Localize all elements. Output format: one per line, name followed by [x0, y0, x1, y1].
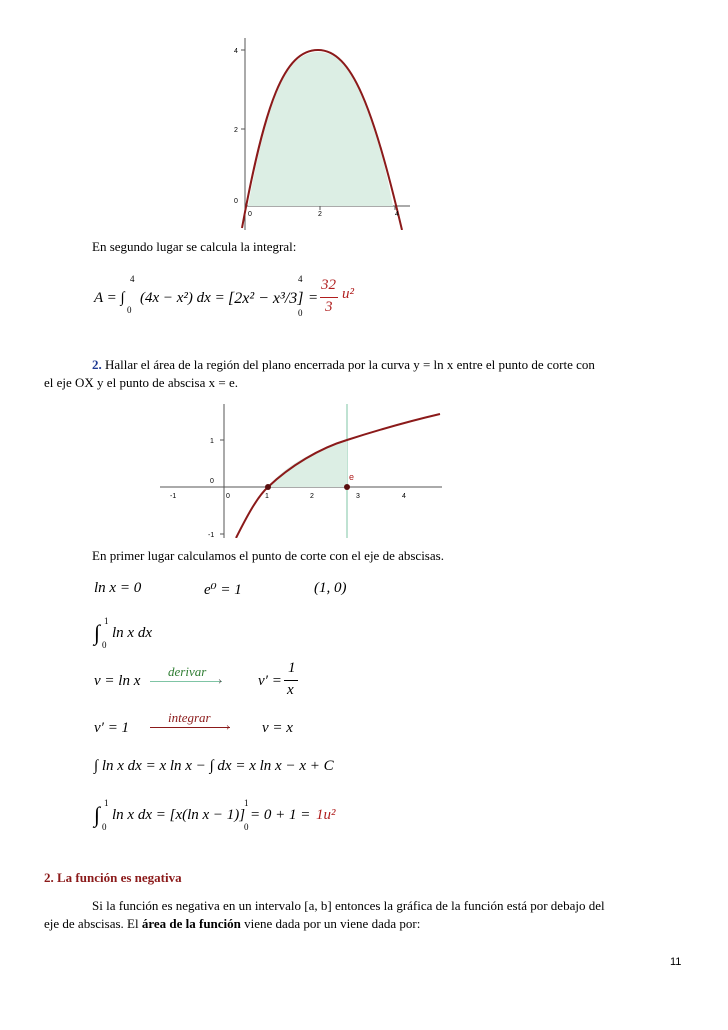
ln-graph — [160, 404, 445, 538]
integral-lower: 0 — [102, 640, 107, 650]
eq-ln-zero: ln x = 0 — [94, 580, 142, 596]
integral-sign-final: ∫ — [94, 802, 101, 827]
formula-equals: = — [308, 290, 319, 306]
formula-unit: u² — [342, 286, 354, 302]
intro-text-2: En primer lugar calculamos el punto de corte con el eje de abscisas. — [92, 548, 444, 563]
eq-vprime-num: 1 — [288, 660, 296, 676]
section-2-bold: área de la función — [141, 916, 241, 931]
x-tick-0: 0 — [226, 493, 230, 500]
page-number: 11 — [670, 956, 682, 968]
y-tick-minus-1: -1 — [208, 532, 215, 538]
x-tick-3: 3 — [356, 493, 360, 500]
section-2-text-a: eje de abscisas. El — [44, 916, 142, 931]
problem-2-line-2: el eje OX y el punto de abscisa x = e. — [44, 375, 238, 390]
derivar-label: derivar — [168, 664, 207, 679]
final-result: 1u² — [316, 807, 336, 823]
problem-2-text: Hallar el área de la región del plano encerrada por la curva y = ln x entre el punto de corte con — [105, 357, 595, 372]
eq-v-ln: v = ln x — [94, 673, 141, 689]
intro-text-1: En segundo lugar se calcula la integral: — [92, 239, 297, 254]
y-tick-1: 1 — [210, 438, 214, 445]
formula-integrand: (4x − x²) dx = — [140, 290, 225, 306]
final-lower: 0 — [102, 822, 107, 832]
y-tick-2: 2 — [234, 127, 238, 134]
e-label: e — [349, 472, 355, 482]
parabola-area — [248, 52, 393, 206]
derivar-arrow: derivar › — [150, 664, 230, 686]
section-2-text-b: viene dada por un viene dada por: — [240, 916, 421, 931]
point-1-0 — [265, 484, 271, 490]
ln-area — [268, 440, 347, 487]
formula-area-1 — [94, 272, 394, 322]
final-body: ln x dx = [x(ln x − 1)] — [112, 807, 246, 823]
integral-body: ln x dx — [112, 625, 152, 641]
y-tick-4: 4 — [234, 48, 238, 55]
final-upper: 1 — [104, 798, 109, 808]
eq-u: v′ = 1 — [94, 720, 130, 736]
eq-point: (1, 0) — [314, 580, 347, 596]
y-tick-0: 0 — [234, 198, 238, 205]
eq-parts: ∫ ln x dx = x ln x − ∫ dx = x ln x − x + C — [94, 758, 334, 774]
x-tick-4: 4 — [395, 211, 399, 218]
section-2-title: 2. La función es negativa — [44, 870, 182, 885]
formula-bracket: [2x² − x³/3] — [228, 290, 304, 307]
problem-2-line-1 — [92, 356, 692, 374]
point-e — [344, 484, 350, 490]
eq-vprime-den: x — [287, 682, 294, 698]
x-tick-minus-1: -1 — [170, 493, 177, 500]
formula-upper: 4 — [130, 274, 135, 284]
integrar-label: integrar — [168, 710, 211, 725]
section-2-line-1: Si la función es negativa en un intervalo [a, b] entonces la gráfica de la función está por debajo del — [92, 898, 605, 913]
y-tick-0: 0 — [210, 478, 214, 485]
formula-result-num: 32 — [321, 277, 336, 293]
formula-eval-upper: 4 — [298, 274, 303, 284]
eq-vprime-lhs: v′ = — [258, 673, 282, 689]
x-tick-0: 0 — [248, 211, 252, 218]
integral-upper: 1 — [104, 616, 109, 626]
final-rest: = 0 + 1 = — [250, 807, 311, 823]
integral-sign: ∫ — [94, 620, 101, 645]
x-tick-2: 2 — [310, 493, 314, 500]
formula-lower: 0 — [127, 305, 132, 315]
eq-final — [94, 798, 394, 832]
formula-eval-lower: 0 — [298, 308, 303, 318]
eq-exp: e⁰ = 1 — [204, 582, 242, 598]
parabola-graph — [220, 38, 420, 230]
section-2-line-2 — [44, 915, 684, 933]
x-tick-1: 1 — [265, 493, 269, 500]
final-eval-upper: 1 — [244, 798, 249, 808]
formula-result-den: 3 — [325, 299, 333, 315]
x-tick-2: 2 — [318, 211, 322, 218]
eq-integral — [94, 616, 214, 650]
x-tick-4: 4 — [402, 493, 406, 500]
integrar-arrow: integrar › — [150, 710, 240, 732]
final-eval-lower: 0 — [244, 822, 249, 832]
formula-lhs: A = ∫ — [94, 290, 125, 306]
problem-2-number: 2. — [92, 357, 102, 372]
eq-v-x: v = x — [262, 720, 293, 736]
